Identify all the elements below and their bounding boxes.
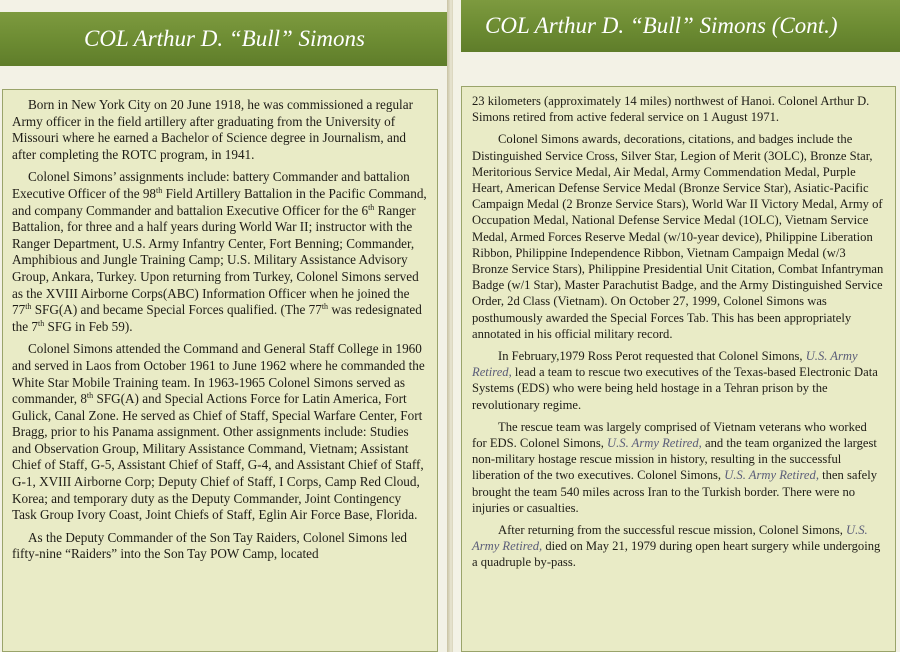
p2-text-a: Colonel Simons’ assignments include: battery Commander and battalion Executive Officer of the 98	[12, 169, 410, 201]
right-paragraph-4	[472, 419, 884, 516]
army-retired-italic: U.S. Army Retired,	[472, 349, 858, 380]
left-page	[0, 0, 449, 652]
p3-text-b: SFG(A) and Special Actions Force for Latin America, Fort Gulick, Canal Zone. He served as Chief of Staff, Special Warfare Center, Fort Bragg, prior to his Panama assignment. Other assignments include: Studies and Observation Group, Military Assistance Command, Vietnam; Assistant Chief of Staff, G-5, Assistant Chief of Staff, G-4, and Assistant Chief of Staff, G-1, XVIII Airborne Corp; Deputy Chief of Staff, I Corps, Camp Red Cloud, Korea; and temporary duty as the Deputy Commander, Joint Contingency Task Group Ivory Coast, Joint Chiefs of Staff, Eglin Air Force Base, Florida.	[12, 391, 424, 523]
right-paragraph-3	[472, 348, 884, 413]
left-paragraph-1: Born in New York City on 20 June 1918, he was commissioned a regular Army officer in the field artillery after graduating from the University of Missouri where he earned a Bachelor of Science degree in Journalism, and after completing the ROTC program, in 1941.	[12, 97, 413, 162]
sup-th: th	[368, 202, 375, 212]
right-page	[453, 0, 900, 652]
left-text-box	[2, 89, 438, 652]
right-text-box	[461, 86, 896, 652]
p2-text-d: SFG(A) and became Special Forces qualified. (The 77	[31, 302, 322, 318]
p3-text-a: Colonel Simons attended the Command and General Staff College in 1960 and served in Laos from October 1961 to June 1962 where he commanded the White Star Mobile Training team. In 1963-1965 Colonel Simons served as commander, 8	[12, 341, 425, 407]
sup-th: th	[25, 302, 32, 312]
right-paragraph-2: Colonel Simons awards, decorations, citations, and badges include the Distinguished Service Cross, Silver Star, Legion of Merit (3OLC), Bronze Star, Meritorious Service Medal, Air Medal, Army Commendation Medal, Purple Heart, American Defense Service Medal (Bronze Service Star), Asiatic-Pacific Campaign Medal (2 Bronze Service Stars), World War II Victory Medal, Army of Occupation Medal, National Defense Service Medal (1OLC), Vietnam Service Medal, Armed Forces Reserve Medal (w/10-year device), Philippine Liberation Ribbon, Philippine Independence Ribbon, Vietnam Campaign Medal (w/3 Bronze Service Stars), Philippine Presidential Unit Citation, Combat Infantryman Badge (w/1 Star), Master Parachutist Badge, and the Army Distinguished Service Order, 2d Class (Vietnam). On October 27, 1999, Colonel Simons was posthumously awarded the Special Forces Tab. This has been appropriately annotated in his official military record.	[472, 132, 884, 341]
p2-text-e: was redesignated the 7	[12, 302, 422, 334]
p3-text-a: In February,1979 Ross Perot requested that Colonel Simons,	[498, 349, 806, 364]
left-paragraph-4: As the Deputy Commander of the Son Tay Raiders, Colonel Simons led fifty-nine “Raiders” into the Son Tay POW Camp, located	[12, 529, 408, 562]
p3-text-b: lead a team to rescue two executives of the Texas-based Electronic Data Systems (EDS) who were being held hostage in a Tehran prison by the revolutionary regime.	[472, 365, 878, 412]
p2-text-b: Field Artillery Battalion in the Pacific Command, and company Commander and battalion Executive Officer for the 6	[12, 185, 427, 218]
left-page-title: COL Arthur D. “Bull” Simons	[0, 12, 449, 66]
p5-text-a: After returning from the successful rescue mission, Colonel Simons,	[498, 523, 847, 538]
p2-text-c: Ranger Battalion, for three and a half years during World War II; instructor with the Ranger Department, U.S. Army Infantry Center, Fort Benning; Commander, Amphibious and Jungle Training Camp; U.S. Military Assistance Advisory Group, Ankara, Turkey. Upon returning from Turkey, Colonel Simons served as the XVIII Airborne Corps(ABC) Information Officer when he joined the 77	[12, 202, 419, 318]
right-paragraph-5	[472, 522, 884, 571]
sup-th: th	[86, 391, 94, 401]
sup-th: th	[321, 302, 329, 312]
army-retired-italic: U.S. Army Retired,	[724, 468, 819, 483]
right-paragraph-1: 23 kilometers (approximately 14 miles) northwest of Hanoi. Colonel Arthur D. Simons retired from active federal service on 1 August 1971.	[472, 94, 870, 125]
left-paragraph-2	[12, 169, 428, 335]
p4-text-a: The rescue team was largely comprised of Vietnam veterans who worked for EDS. Colonel Simons,	[472, 419, 867, 451]
army-retired-italic: U.S. Army Retired,	[607, 436, 702, 451]
left-paragraph-3	[12, 341, 428, 524]
sup-th: th	[38, 318, 45, 328]
sup-th: th	[156, 185, 163, 195]
p2-text-f: SFG in Feb 59).	[44, 318, 133, 334]
army-retired-italic: U.S. Army Retired,	[472, 523, 868, 554]
right-page-title: COL Arthur D. “Bull” Simons (Cont.)	[461, 0, 900, 52]
p4-text-c: then safely brought the team 540 miles across Iran to the Turkish border. There were no injuries or casualties.	[472, 468, 878, 515]
p4-text-b: and the team organized the largest non-military hostage rescue mission in history, resulting in the successful liberation of the two executives. Colonel Simons,	[472, 436, 877, 483]
p5-text-b: died on May 21, 1979 during open heart surgery while undergoing a quadruple by-pass.	[472, 539, 881, 570]
